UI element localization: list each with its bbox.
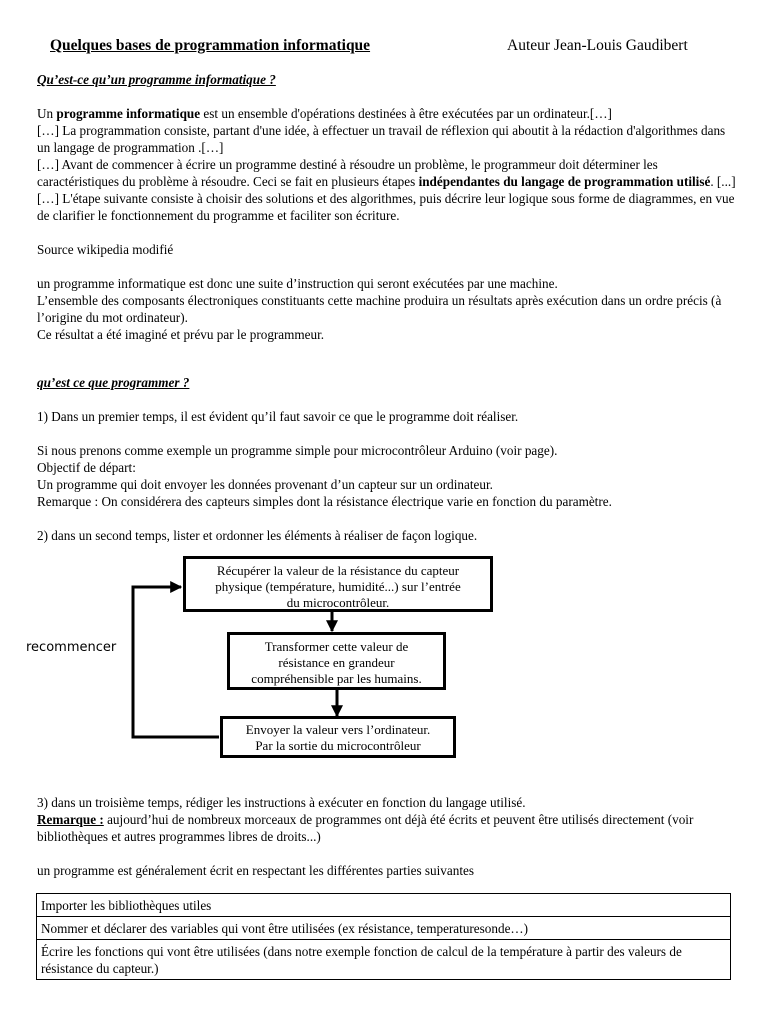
flowchart-box-read-sensor — [183, 556, 493, 612]
section-2-heading: qu’est ce que programmer ? — [37, 375, 190, 390]
box-line: Récupérer la valeur de la résistance du capteur — [216, 563, 460, 578]
parts-intro: un programme est généralement écrit en respectant les différentes parties suivantes — [37, 863, 474, 878]
step-2: 2) dans un second temps, lister et ordonner les éléments à réaliser de façon logique. — [37, 528, 478, 543]
box-line: Envoyer la valeur vers l’ordinateur. — [245, 722, 431, 737]
table-row — [37, 894, 731, 917]
example-line: Objectif de départ: — [37, 460, 136, 475]
example-line: Remarque : On considérera des capteurs simples dont la résistance électrique varie en fonction du paramètre. — [37, 494, 612, 509]
text-run: […] Avant de commencer à écrire un programme destiné à résoudre un problème, le programmeur doit déterminer les caractéristiques du problème à résoudre. Ceci se fait en plusieurs étapes — [37, 157, 658, 189]
program-parts-table — [36, 893, 731, 980]
text-run: . [...] — [710, 174, 736, 189]
algorithms-paragraph: […] L'étape suivante consiste à choisir des solutions et des algorithmes, puis décrire leur logique sous forme de diagrammes, en vue de clarifier le fonctionnement du programme et faciliter son écriture. — [37, 191, 735, 223]
source-note: Source wikipedia modifié — [37, 242, 174, 257]
table-cell: Écrire les fonctions qui vont être utilisées (dans notre exemple fonction de calcul de la température à partir des valeurs de résistance du capteur.) — [37, 940, 731, 980]
summary-line: Ce résultat a été imaginé et prévu par le programmeur. — [37, 327, 325, 342]
text-run: aujourd’hui de nombreux morceaux de programmes ont déjà été écrits et peuvent être utilisés directement (voir bibliothèques et autres programmes libres de droits...) — [37, 812, 694, 844]
flowchart-box-convert-value — [227, 632, 446, 690]
box-line: Transformer cette valeur de — [264, 639, 409, 654]
box-line: physique (température, humidité...) sur l’entrée — [215, 579, 461, 594]
box-line: résistance en grandeur — [278, 655, 395, 670]
table-cell: Nommer et déclarer des variables qui vont être utilisées (ex résistance, temperaturesonde…) — [37, 917, 731, 940]
programming-paragraph: […] La programmation consiste, partant d'une idée, à effectuer un travail de réflexion qui aboutit à la rédaction d'algorithmes dans un langage de programmation .[…] — [37, 123, 726, 155]
remark-label: Remarque : — [37, 812, 104, 827]
box-line: Par la sortie du microcontrôleur — [255, 738, 421, 753]
box-line: compréhensible par les humains. — [251, 671, 422, 686]
text-run: est un ensemble d'opérations destinées à être exécutées par un ordinateur.[…] — [200, 106, 612, 121]
bold-term: indépendantes du langage de programmation utilisé — [418, 174, 711, 189]
step-1: 1) Dans un premier temps, il est évident qu’il faut savoir ce que le programme doit réaliser. — [37, 409, 519, 424]
document-title: Quelques bases de programmation informatique — [50, 37, 371, 54]
loop-label: recommencer — [26, 640, 117, 655]
step-3: 3) dans un troisième temps, rédiger les instructions à exécuter en fonction du langage utilisé. — [37, 795, 526, 810]
summary-line: L’ensemble des composants électroniques constituants cette machine produira un résultats après exécution dans un ordre précis (à l’origine du mot ordinateur). — [37, 293, 722, 325]
flowchart-box-send-value — [220, 716, 456, 758]
bold-term: programme informatique — [56, 106, 201, 121]
text-run: Un — [37, 106, 57, 121]
summary-line: un programme informatique est donc une suite d’instruction qui seront exécutées par une machine. — [37, 276, 558, 291]
table-row — [37, 940, 731, 980]
remark-paragraph — [37, 811, 737, 845]
example-line: Si nous prenons comme exemple un programme simple pour microcontrôleur Arduino (voir page). — [37, 443, 558, 458]
section-1-heading: Qu’est-ce qu’un programme informatique ? — [37, 72, 276, 87]
example-line: Un programme qui doit envoyer les données provenant d’un capteur sur un ordinateur. — [37, 477, 493, 492]
table-row — [37, 917, 731, 940]
section-3 — [37, 794, 737, 879]
box-line: du microcontrôleur. — [286, 595, 390, 610]
document-author: Auteur Jean-Louis Gaudibert — [507, 37, 688, 54]
table-cell: Importer les bibliothèques utiles — [37, 894, 731, 917]
